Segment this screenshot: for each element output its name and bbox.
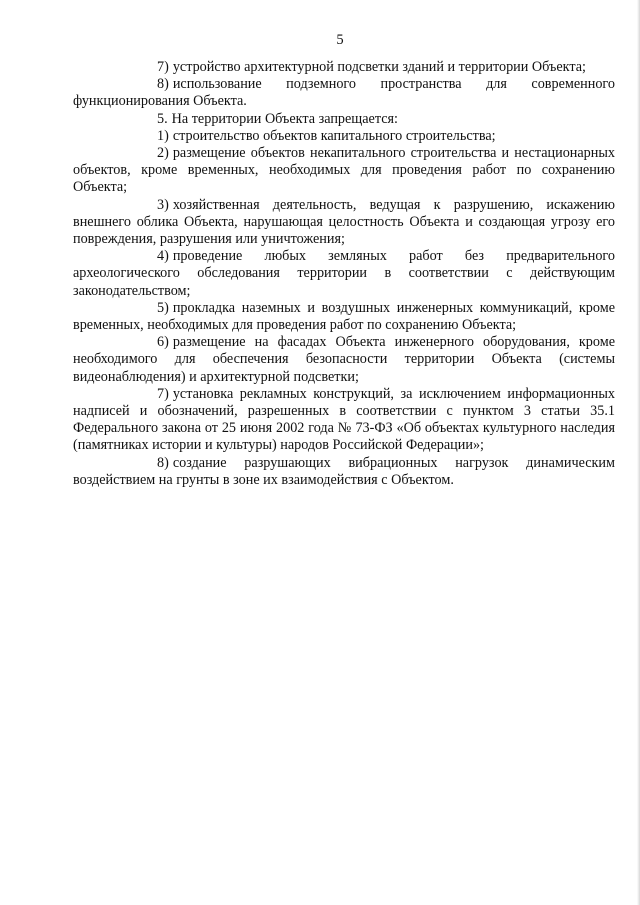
paragraph-text: размещение на фасадах Объекта инженерного оборудования, кроме необходимого для обеспечения безопасности территории Объекта (системы видеонаблюдения) и архитектурной подсветки; [73,334,615,385]
prohibition-item-8 [73,455,615,489]
item-number: 7) [157,59,169,75]
paragraph-text: хозяйственная деятельность, ведущая к разрушению, искажению внешнего облика Объекта, нарушающая целостность Объекта и создающая угрозу его повреждения, разрушения или уничтожения; [73,196,615,248]
prohibition-item-4 [73,248,615,300]
item-number: 8) [157,454,169,471]
paragraph-text: На территории Объекта запрещается: [171,110,398,127]
item-number: 4) [157,248,169,265]
page-number: 5 [336,32,344,48]
paragraph-text: проведение любых земляных работ без предварительного археологического обследования территории в соответствии с действующим законодательством; [73,248,615,299]
item-number: 5) [157,299,169,316]
prohibition-item-6 [73,334,615,386]
paragraph-text: устройство архитектурной подсветки зданий и территории Объекта; [172,59,586,75]
document-body [73,59,615,489]
paragraph-text: использование подземного пространства для современного функционирования Объекта. [73,76,615,110]
prohibition-item-2 [73,145,615,197]
paragraph-item-8-underground [73,76,615,110]
paragraph-text: прокладка наземных и воздушных инженерных коммуникаций, кроме временных, необходимых для проведения работ по сохранению Объекта; [73,299,615,334]
paragraph-text: создание разрушающих вибрационных нагрузок динамическим воздействием на грунты в зоне их взаимодействия с Объектом. [73,454,615,488]
item-number: 7) [157,385,169,402]
paragraph-item-7-lighting [73,59,615,76]
item-number: 1) [157,127,169,144]
section-number: 5. [157,110,168,127]
item-number: 6) [157,334,169,351]
prohibition-item-7 [73,386,615,455]
section-5-heading [73,111,615,128]
paragraph-text: строительство объектов капитального строительства; [172,127,496,144]
paragraph-text: размещение объектов некапитального строительства и нестационарных объектов, кроме временных, необходимых для проведения работ по сохранению Объекта; [73,145,615,196]
prohibition-item-5 [73,300,615,334]
item-number: 8) [157,76,169,93]
prohibition-item-3 [73,197,615,249]
paragraph-text: установка рекламных конструкций, за исключением информационных надписей и обозначений, разрешенных в соответствии с пунктом 3 статьи 35.1 Федерального закона от 25 июня 2002 года № 73-ФЗ «Об объектах культурного наследия (памятниках истории и культуры) народов Российской Федерации»; [73,385,615,454]
prohibition-item-1 [73,128,615,145]
item-number: 2) [157,145,169,162]
item-number: 3) [157,196,169,213]
